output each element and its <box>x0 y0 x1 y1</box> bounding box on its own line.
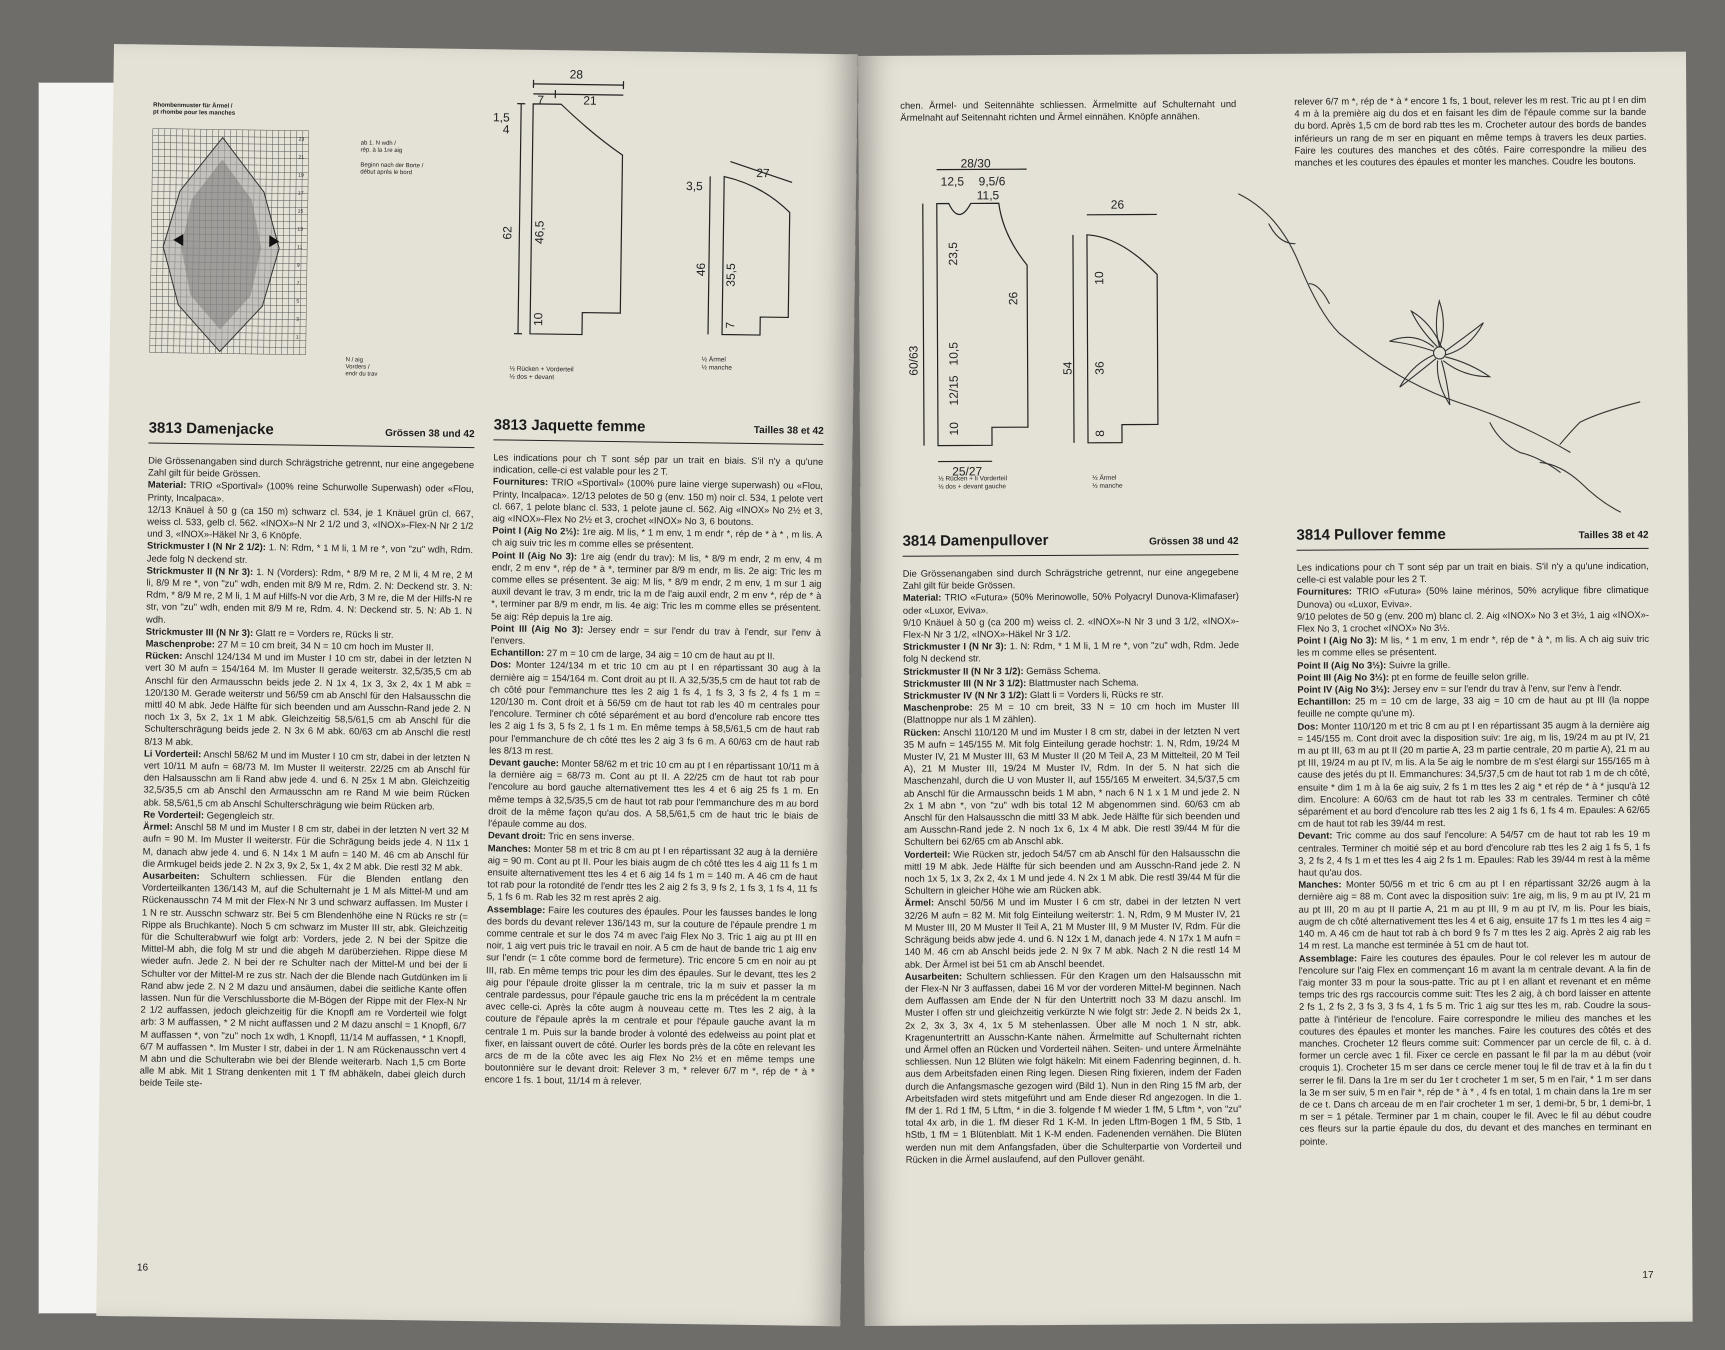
chart-note-bottom-1: N / aig <box>345 357 363 364</box>
flower-head <box>1389 301 1490 406</box>
intro-text-fr: relever 6/7 m *, rép de * à * encore 1 fs, 1 bout, relever les m rest. Tric au pt I en dim 4 m à la première aig du dos et en faisant les dim de l'épaule comme sur la bande du bord. Après 1,5 cm de bord rab ttes les m. Crocheter autour des bords de bandes inférieurs un rang de m ser en piquant en même temps à travers les deux parties. Faire les coutures des manches et des côtés. Faire correspondre la milieu des manches et les coutures des épaules et monter les manches. Coudre les boutons. <box>1294 93 1647 168</box>
body-dimension-label: 60/63 <box>906 345 921 376</box>
instructions-fr-3814 <box>1297 560 1653 1262</box>
sleeve-dimension-label: 35,5 <box>723 263 738 287</box>
body-dimension-label: 12,5 <box>940 174 965 189</box>
instruction-paragraph: Maschenprobe: 27 M = 10 cm breit, 34 N = 10 cm hoch im Muster II. <box>145 637 434 653</box>
sleeve-caption-fr: ½ manche <box>701 363 732 372</box>
instruction-paragraph: 12/13 Knäuel à 50 g (ca 150 m) schwarz cl. 534, je 1 Knäuel grün cl. 667, weiss cl. 533, gelb cl. 562. «INOX»-N Nr 2 1/2 und 3, «INOX»-Flex-N Nr 2 1/2 und 3, «INOX»-Häkel Nr 3, 6 Knöpfe. <box>147 503 474 541</box>
sleeve-dimension-label: 54 <box>1060 361 1075 375</box>
pattern-title-fr: 3813 Jaquette femme <box>493 416 646 436</box>
instruction-paragraph: Die Grössenangaben sind durch Schrägstriche getrennt, nur eine angegebene Zahl gilt für beide Grössen. <box>902 566 1239 591</box>
chart-title-fr: pt rhombe pour les manches <box>153 109 236 117</box>
pullover-body-caption <box>938 475 1007 490</box>
chart-note-mid-fr: début après le bord <box>360 169 412 177</box>
instruction-paragraph: Strickmuster I (N Nr 3): 1. N: Rdm, * 1 M li, 1 M re *, von "zu" wdh, Rdm. Jede folg N deckend str. <box>903 639 1240 665</box>
sleeve-caption-de: ½ Ärmel <box>701 356 726 364</box>
schematic-diagrams <box>469 63 844 408</box>
chart-title <box>153 103 235 118</box>
sleeve-dimension-label: 10 <box>1092 271 1107 285</box>
back-front-outline <box>530 104 623 335</box>
chart-note-bottom <box>345 357 377 378</box>
back-dimension-label: 7 <box>537 92 545 108</box>
header-3814-de <box>902 524 1238 557</box>
back-dimension-label: 46,5 <box>532 220 547 245</box>
sleeve-dimension-label: 8 <box>1092 430 1107 437</box>
instruction-paragraph: Maschenprobe: 25 M = 10 cm breit, 33 N = 10 cm hoch im Muster III (Blattnoppe nur als 1 M zählen). <box>903 700 1240 726</box>
chart-row-number: 5 <box>296 298 300 305</box>
instruction-paragraph: Strickmuster III (N Nr 3): Glatt re = Vorders re, Rücks li str. <box>145 625 394 640</box>
instruction-paragraph: Manches: Monter 58 m et tric 8 cm au pt I en répartissant 32 aug à la dernière aig = 90 m. Cont au pt II. Pour les biais augm de ch côté ttes les 4 aig 11 fs 1 m ensuite alternativement ttes les 4 et 6 aig 14 fs 1 m = 140 m. A 46 cm de haut tot rab pour la rotondité de l'endr ttes les 2 aig 2 fs 3, 9 fs 2, 1 fs 3, 1 fs 4, 11 fs 5, 1 fs 6 m. Rab les 32 m rest après 2 aig. <box>487 841 818 905</box>
instruction-paragraph: Point I (Aig No 3): M lis, * 1 m env, 1 m endr *, rép de * à *, m lis. A ch aig suiv tric les m comme elles se présentent. <box>1297 633 1650 659</box>
right-page <box>858 52 1693 1326</box>
page-number-left: 16 <box>136 1262 149 1274</box>
instruction-paragraph: Rücken: Anschl 110/120 M und im Muster I 8 cm str, dabei in der letzten N vert 35 M aufn = 145/155 M. Mit folg Einteilung gerade hochstr: 1. N, Rdm, 19/24 M Muster IV, 21 M Muster III, 63 M Muster II (20 M Teil A, 23 M Mittelteil, 20 M Teil A), 21 M Muster III, 19/24 M Muster IV, Rdm. In der 5. N hat sich die Maschenzahl, durch die U von Muster II, auf 155/165 M erweitert. 34,5/37,5 cm ab Anschl für die Armausschn beids 1 M abn, * nach 6 N 1 x 1 M und jede 2. N 2x 1 M abn *, von "zu" wdh bis total 12 M abgenommen sind. 60/63 cm ab Anschl für den Halsausschn die mittl 33 M abk. Jede Hälfte für sich beenden und am Ausschn-Rand jede 2. N noch 1x 6, 1x 4 M abk. Die restl 39/44 M für die Schultern bei 62/65 cm ab Anschl abk. <box>903 724 1241 848</box>
body-dimension-label: 26 <box>1006 291 1021 306</box>
pullover-body-caption-de: ½ Rücken + li Vorderteil <box>938 475 1008 483</box>
body-dimension-label: 28/30 <box>960 156 991 171</box>
chart-note-mid-de: Beginn nach der Borte / <box>360 162 424 170</box>
back-dimension-label: 28 <box>569 67 584 82</box>
header-3813-de <box>148 413 474 449</box>
instruction-paragraph: Strickmuster I (N Nr 2 1/2): 1. N: Rdm, * 1 M li, 1 M re *, von "zu" wdh, Rdm. Jede folg N deckend str. <box>146 539 474 565</box>
chart-row-number: 15 <box>297 208 304 215</box>
header-3813-fr <box>494 409 824 445</box>
pullover-sleeve-caption <box>1092 475 1122 490</box>
instruction-paragraph: Strickmuster II (N Nr 3): 1. N (Vorders): Rdm, * 8/9 M re, 2 M li, 4 M re, 2 M li, 8/9 M re *, von "zu" wdh, enden mit 8/9 M re, Rdm. 2. N: Deckend str. 3. N: Rdm, * 8/9 M re, 2 M li, 1 M auf Hilfs-N vor die Arb, 3 M re, die M der Hilfs-N re str, von "zu" wdh, enden mit 8/9 M re, Rdm. 4. N: Deckend str. 5. N: Ab 1. N wdh. <box>145 564 473 625</box>
chart-row-number: 7 <box>296 280 300 287</box>
back-dimension-label: 1,5 <box>492 110 510 125</box>
chart-row-number: 1 <box>295 334 299 341</box>
instruction-paragraph: Ärmel: Anschl 50/56 M und im Muster I 6 cm str, dabei in der letzten N vert 32/26 M aufn = 82 M. Mit folg Einteilung weiterstr: 1. N, Rdm, 9 M Muster IV, 21 M Muster III, 20 M Muster II Teil A, 21 M Muster III, 9 M Muster IV, Rdm. Für die Schrägung beids abw jede 4. und 6. N 12x 1 M, danach jede 4. N 17x 1 M aufn = 140 M. 46 cm ab Anschl beids jede 2. N 9x 7 M abk. Nach 2 N die restl 14 M abk. Der Ärmel ist bei 51 cm ab Anschl beendet. <box>904 895 1241 970</box>
instruction-paragraph: Rücken: Anschl 124/134 M und im Muster I 10 cm str, dabei in der letzten N vert 30 M aufn = 154/164 M. Im Muster II gerade weiterstr. 32,5/35,5 cm ab Anschl für den Armausschn beids jede 2. N 1x 4, 1x 3, 3x 2, 4x 1 M abk = 120/130 M. Gerade weiterstr und 56/59 cm ab Anschl für den Halsausschn die mittl 40 M abk. Jede Hälfte für sich beenden und am Ausschn-Rand jede 2. N noch 1x 3, 5x 2, 1x 1 M abk. Gleichzeitig 58,5/61,5 cm ab Anschl für die Schulterschrägung beids jede 2. N 3x 6 M abk. 60/63 cm ab Anschl die restl 8/13 M abk. <box>144 649 472 747</box>
chart-row-number: 11 <box>297 244 303 251</box>
instruction-paragraph: Ausarbeiten: Schultern schliessen. Für die Blenden entlang den Vorderteilkanten 136/143 M, auf die Schulternaht je 1 M als Mittel-M und am Rückenausschn 74 M mit der Flex-N Nr 3 und schwarz auffassen. Im Muster I 1 N re str. Ausschn schwarz str. Bei 5 cm Blendenhöhe eine N Rücks re str (= Rippe als Bruchkante). Noch 5 cm schwarz im Muster III str, abk. Gleichzeitig für die Schulterabwurf wie folgt arb: Vorders, jede 2. N bei der Spitze die Mittel-M abh, die folg M str und die abgeh M darüberziehen. Rippe diese M wieder aufn. Jede 2. N bei der re Schulter nach der Mittel-M und bei der li Schulter vor der Mittel-M re zus str. Nach der die Blende nach Gutdünken im li Rand abw jede 2. N 2 M dazu und ansäumen, dabei die seitliche Kante offen lassen. Nun für die Verschlussborte die M-Bögen der Rippe mit der Flex-N Nr 2 1/2 auffassen, jedoch gleichzeitig für die Knopfl am re Vorderteil wie folgt arb: 3 M auffassen, * 2 M nicht auffassen und 2 M dazu anschl = 1 Knopfl, 6/7 M auffassen *, von "zu" noch 1x wdh, 1 Knopfl, 11/14 M auffassen, * 1 Knopfl, 6/7 M auffassen *. Im Muster I str, dabei in der 1. N am Rückenausschn vert 4 M abn und die Schulterabn wie bei der Blende weiterarb. Nach 1,5 cm Borte alle M abk. Mit 1 Strang denkenten mit 1 T fM abhäkeln, dabei gleich durch beide Teile ste- <box>139 869 469 1089</box>
back-caption-fr: ½ dos + devant <box>509 373 555 381</box>
pullover-body-outline <box>937 203 1028 445</box>
pullover-body-caption-fr: ½ dos + devant gauche <box>938 482 1007 491</box>
instruction-paragraph: Point II (Aig No 3): 1re aig (endr du trav): M lis, * 8/9 m endr, 2 m env, 4 m endr, 2 m env *, rép de * à *, terminer par 8/9 m endr, m lis. 2e aig: Tric les m comme elles se présentent. 3e aig: M lis, * 8/9 m endr, 2 m env, 1 m sur 1 aig auxil devant le trav, 3 m endr, tric la m de l'aig auxil endr, 2 m env *, rép de * à *, terminer par 8/9 m endr, m lis. 4e aig: Tric les m comme elles se présentent. 5e aig: Rép depuis la 1re aig. <box>490 548 822 623</box>
pattern-title-de: 3813 Damenjacke <box>148 419 274 439</box>
instruction-paragraph: Echantillon: 27 m = 10 cm de large, 34 aig = 10 cm de haut au pt II. <box>490 646 776 662</box>
chart-note-top <box>360 140 402 155</box>
instruction-paragraph: Assemblage: Faire les coutures des épaules. Pour les fausses bandes le long des bords du devant relever 136/143 m, sur la couture de l'épaule prendre 1 m comme centrale et sur le dos 74 m avec l'aig Flex No 3. Tric 1 aig au pt III en noir, 1 aig vert puis tric le travail en noir. A 5 cm de haut de bande tric 1 aig env sur l'endr (= 1 côte comme bord de fermeture). Tric encore 5 cm en noir au pt III, rab. En même temps tric pour les dim des épaules. Sur le devant, ttes les 2 aig pour l'épaule droite glisser la m centrale, tric la m suiv et passer la m centrale pardessus, pour l'épaule gauche tric ens la m précédent la m centrale avec celle-ci. Après la côte augm à nouveau cette m. Ttes les 2 aig, à la couture de l'épaule après la m centrale et pour l'épaule gauche avant la m centrale 1 m. Puis sur la bande broder à volonté des edelweiss au point plat et fixer, en laissant ouvert de côté. Ourler les bords près de la côte en relevant les arcs de m de la côte avec les aig Flex No 2½ et en même temps une boutonnière sur le devant droit: Relever 3 m, * relever 6/7 m *, rép de * à * encore 1 fs. 1 bout, 11/14 m à relever. <box>484 902 818 1087</box>
sleeve-dimension-label: 27 <box>756 165 770 181</box>
body-dimension-label: 23,5 <box>945 242 961 266</box>
pullover-sleeve-caption-de: ½ Ärmel <box>1092 474 1117 482</box>
chart-row-number: 13 <box>297 226 304 233</box>
sleeve-dimension-label: 26 <box>1110 197 1125 212</box>
instruction-paragraph: Point III (Aig No 3): Jersey endr = sur l'endr du trav à l'endr, sur l'env à l'envers. <box>490 622 821 646</box>
stem-line <box>1239 192 1570 454</box>
instruction-paragraph: Les indications pour ch T sont sép par un trait en biais. S'il n'y a qu'une indication, celle-ci est valable pour les 2 T. <box>493 451 824 477</box>
pattern-title-3814-fr: 3814 Pullover femme <box>1296 525 1446 544</box>
chart-row-number: 17 <box>297 190 304 197</box>
instruction-paragraph: 9/10 pelotes de 50 g (env. 200 m) blanc cl. 2. Aig «INOX» No 3 et 3½, 1 aig «INOX»-Flex No 3, 1 crochet «INOX» No 3½. <box>1296 608 1649 634</box>
chart-row-number: 19 <box>298 172 304 179</box>
instruction-paragraph: Ausarbeiten: Schultern schliessen. Für den Kragen um den Halsausschn mit der Flex-N Nr 3 auffassen, dabei 16 M vor der vorderen Mittel-M beginnen. Nach dem Auffassen am Ende der N für den Untertritt noch 33 M dazu anschl. Im Muster I offen str und gleichzeitig verkürzte N wie folgt str: Jede 2. N beids 2x 1, 2x 2, 3x 3, 3x 4, 1x 5 M stehenlassen. Über alle M noch 1 N str, abk. Kragenuntertritt an Ausschn-Kante nähen. Ärmelmitte auf Schulternaht richten und Ärmel offen an Rücken und Vorderteil nähen. Seiten- und untere Ärmelnähte schliessen. Nun 12 Blüten wie folgt häkeln: Mit einem Fadenring beginnen, d. h. aus dem Arbeitsfaden einen Ring legen. Diesen Ring fixieren, indem der Faden durch die Anfangsmasche gezogen wird (Bild 1). Nun in den Ring 15 fM arb, der Arbeitsfaden wird stets mitgeführt und am Ende dieser Rd angezogen. In die 1. fM der 1. Rd 1 fM, 5 Lftm, * in die 3. folgende f M wieder 1 fM, 5 Lftm *, von "zu" total 4x arb, in die 1. fM dieser Rd 1 K-M. In jeden Lftm-Bogen 1 fM, 5 Stb, 1 hStb, 1 fM = 1 Blütenblatt. Mit 1 K-M enden. Fadenenden vernähen. Die Blüten werden nun mit dem Anfangsfaden, über die Schulterpartie von Vorderteil und Rücken in die Ärmel auslaufend, auf den Pullover genäht. <box>904 968 1242 1165</box>
instruction-paragraph: Ärmel: Anschl 58 M und im Muster I 8 cm str, dabei in der letzten N vert 32 M aufn = 90 M. Im Muster II weiterstr. Für die Schrägung beids jede 4. N 11x 1 M, danach abw jede 4. und 6. N 14x 1 M aufn = 140 M. 46 cm ab Anschl für die Armkugel beids jede 2. N 2x 3, 9x 2, 5x 1, 4x 2 M abk. Die restl 32 M abk. <box>142 820 470 873</box>
instruction-paragraph: Devant droit: Tric en sens inverse. <box>487 829 635 843</box>
pullover-sleeve-caption-fr: ½ manche <box>1092 482 1123 490</box>
body-dimension-label: 12/15 <box>946 375 961 406</box>
sleeve-dimension-label: 3,5 <box>685 179 703 194</box>
instruction-paragraph: Strickmuster IV (N Nr 3 1/2): Glatt li = Vorders li, Rücks re str. <box>903 688 1164 701</box>
chart-note-mid <box>360 162 423 177</box>
body-dimension-label: 10 <box>946 422 961 436</box>
back-dimension-label: 62 <box>500 226 515 240</box>
instruction-paragraph: Dos: Monter 110/120 m et tric 8 cm au pt I en répartissant 35 augm à la dernière aig = 145/155 m. Cont droit avec la disposition suiv: 1re aig, m lis, 19/24 m au pt IV, 21 m au pt III, 63 m au pt II (20 m partie A, 23 m partie centrale, 20 m partie A), 21 m au pt III, 19/24 m au pt IV, m lis. A la 5e aig le nombre de m s'est élargi sur 155/165 m à cause des jetés du pt II. Emmanchures: 34,5/37,5 cm de haut tot rab 1 m de ch côté, ensuite * dim 1 m à la 6e aig suiv, 2 fs 1 m ttes les 2 aig * et rép de * à * jusqu'à 12 dim. Encolure: A 60/63 cm de haut tot rab les 33 m centrales. Terminer ch côté séparément et au bord d'encolure rab ttes les 2 aig 1 fs 6, 1 fs 4 m. Epaules: A 62/65 cm de haut tot rab les 39/44 m rest. <box>1297 718 1650 829</box>
instruction-paragraph: Point I (Aig No 2½): 1re aig. M lis, * 1 m env, 1 m endr *, rép de * à * , m lis. A ch aig suiv tric les m comme elles se présentent. <box>492 524 823 551</box>
instruction-paragraph: Strickmuster II (N Nr 3 1/2): Gemäss Schema. <box>903 664 1101 677</box>
pattern-sizes-3814-fr: Tailles 38 et 42 <box>1578 529 1649 542</box>
intro-text-de: chen. Ärmel- und Seitennähte schliessen. Ärmelmitte auf Schulternaht und Ärmelnaht auf Seitennaht richten und Ärmel einnähen. Knöpfe annähen. <box>900 98 1237 123</box>
pattern-title-3814-de: 3814 Damenpullover <box>902 532 1049 550</box>
chart-note-top-fr: rép. à la 1re aig <box>360 147 403 155</box>
chart-row-number: 21 <box>298 154 305 161</box>
instruction-paragraph: Fournitures: TRIO «Futura» (50% laine mérinos, 50% acrylique fibre climatique Dunova) ou «Luxor, Eviva». <box>1296 584 1649 610</box>
instruction-paragraph: Point II (Aig No 3½): Suivre la grille. <box>1297 658 1451 671</box>
back-dimension-label: 10 <box>531 312 546 327</box>
sleeve-dimension-label: 7 <box>723 321 738 329</box>
instruction-paragraph: Devant: Tric comme au dos sauf l'encolure: A 54/57 cm de haut tot rab les 19 m centrales. Terminer ch moitié sép et au bord d'encolure rab ttes les 2 aig 1 fs 5, 1 fs 3, 2 fs 2, 4 fs 1 m et ttes les 4 aig 2 fs 1 m. Epaules: Rab les 39/44 m rest à la même haut qu'au dos. <box>1298 828 1651 878</box>
instructions-de-3814 <box>903 566 1243 1298</box>
sleeve-outline <box>722 177 790 336</box>
chart-note-bottom-2: Vorders / <box>345 364 370 371</box>
instruction-paragraph: Material: TRIO «Sportival» (100% reine Schurwolle Superwash) oder «Flou, Printy, Incalpaca». <box>147 478 474 504</box>
rhombus-knitting-chart <box>150 129 353 362</box>
instruction-paragraph: Material: TRIO «Futura» (50% Merinowolle, 50% Polyacryl Dunova-Klimafaser) oder «Luxor, Eviva». <box>902 590 1239 616</box>
sleeve-dimension-label: 36 <box>1092 361 1107 375</box>
left-page <box>96 44 858 1326</box>
pattern-sizes-de: Grössen 38 und 42 <box>385 427 475 441</box>
chart-note-top-de: ab 1. N wdh / <box>360 140 397 147</box>
back-dimension-label: 4 <box>502 122 510 137</box>
pattern-sizes-fr: Tailles 38 et 42 <box>753 424 824 437</box>
instruction-paragraph: Dos: Monter 124/134 m et tric 10 cm au pt I en répartissant 30 aug à la dernière aig = 154/164 m. Cont droit au pt II. A 32,5/35,5 cm de haut tot rab de ch côté pour l'emmanchure ttes les 2 aig 1 fs 4, 1 fs 3, 3 fs 2, 4 fs 1 m = 120/130 m. Cont droit et à 56/59 cm de haut tot rab les 40 m centrales pour l'encolure. Terminer ch côté séparément et au bord d'encolure rab encore ttes les 2 aig 1 fs 3, 5 fs 2, 1 fs 1 m. En même temps à 58,5/61,5 cm de haut rab pour l'emmanchure de ch côté ttes les 2 aig 3 fs 6 m. A 60/63 cm de haut rab les 8/13 m rest. <box>489 658 821 757</box>
instruction-paragraph: Assemblage: Faire les coutures des épaules. Pour le col relever les m autour de l'encolure sur l'aig Flex en commençant 16 m avant la m centrale devant. A la fin de l'aig monter 33 m pour la sous-patte. Tric au pt I en allant et revenant et en même temps tric des rgs raccourcis comme suit: Ttes les 2 aig, à ch bord laisser en attente 2 fs 1, 2 fs 2, 3 fs 3, 3 fs 4, 1 fs 5 m. Tric 1 aig sur ttes les m, rab. Coudre la sous-patte à l'intérieur de l'encolure. Faire correspondre le milieu des manches et les coutures des épaules et monter les manches. Faire les coutures des côtés et des manches. Crocheter 12 fleurs comme suit: Commencer par un cercle de fil, c. à d. former un cercle avec 1 fil. Fixer ce cercle en passant le fil par la m au début (voir croquis 1). Crocheter 15 m ser dans ce cercle mener touj le fil de trav et à la fin du t serrer le fil. Dans la 1re m ser du 1er t crocheter 1 m ser, 5 m en l'air, * 1 m ser dans la 3e m ser suiv, 5 m en l'air *, rép de * à * , 4 fs en total, 1 m chain dans la 1re m ser de ce t. Dans ch arceau de m en l'air crocheter 1 m ser, 1 demi-br, 5 br, 1 demi-br, 1 m ser = 1 pétale. Terminer par 1 m chain, couper le fil. Avec le fil au début coudre ces fleurs sur la partie épaule du dos, du devant et des manches en terminant en pointe. <box>1298 950 1652 1147</box>
body-dimension-label: 11,5 <box>976 188 1000 203</box>
pattern-sizes-3814-de: Grössen 38 und 42 <box>1149 536 1239 548</box>
instruction-paragraph: Devant gauche: Monter 58/62 m et tric 10 cm au pt I en répartissant 10/11 m à la dernière aig = 68/73 m. Cont au pt II. A 22/25 cm de haut tot rab pour l'encolure au bord gauche alternativement ttes les 4 et 6 aig 25 fs 1 m. En même temps à 32,5/35,5 cm de haut tot rab pour l'emmanchure des m au bord droit de la même façon qu'au dos. A 58,5/61,5 cm de haut tric le biais de l'épaule comme au dos. <box>488 756 820 830</box>
chart-row-number: 3 <box>296 316 299 323</box>
instructions-de-3813 <box>137 455 474 1259</box>
instruction-paragraph: Manches: Monter 50/56 m et tric 6 cm au pt I en répartissant 32/26 augm à la dernière aig = 88 m. Cont avec la disposition suiv: 1re aig, m lis, 9 m au pt IV, 21 m au pt III, 20 m au pt II partie A, 21 m au pt III, 9 m au pt IV, m lis. Pour les biais, augm de ch côté alternativement ttes les 4 et 6 aig, ensuite 17 fs 1 m ttes les 4 aig = 140 m. A 46 cm de haut tot rab à ch bord 9 fs 7 m ttes les 2 aig. Après 2 aig rab les 14 m rest. La manche est terminée à 51 cm de haut tot. <box>1298 877 1651 952</box>
instructions-fr-3813 <box>481 451 823 1316</box>
back-caption <box>509 366 573 382</box>
header-3814-fr <box>1296 518 1648 551</box>
instruction-paragraph: Echantillon: 25 m = 10 cm de large, 33 aig = 10 cm de haut au pt III (la noppe feuille ne compte qu'une m). <box>1297 694 1650 720</box>
chart-row-number: 23 <box>298 136 305 143</box>
instruction-paragraph: Die Grössenangaben sind durch Schrägstriche getrennt, nur eine angegebene Zahl gilt für beide Grössen. <box>147 454 475 480</box>
instruction-paragraph: 9/10 Knäuel à 50 g (ca 200 m) weiss cl. 2. «INOX»-N Nr 3 und 3 1/2, «INOX»-Flex-N Nr 3 1/2, «INOX»-Häkel Nr 3 1/2. <box>902 614 1239 640</box>
body-dimension-label: 25/27 <box>952 464 983 479</box>
edelweiss-flower-illustration <box>1239 182 1681 524</box>
chart-title-de: Rhombenmuster für Ärmel / <box>153 102 233 110</box>
instruction-paragraph: Fournitures: TRIO «Sportival» (100% pure laine vierge superwash) ou «Flou, Printy, Incalpaca». 12/13 pelotes de 50 g (env. 150 m) noir cl. 534, 1 pelote vert cl. 667, 1 pelote blanc cl. 533, 1 pelote jaune cl. 562. Aig «INOX» No 2½ et 3, aig «INOX»-Flex No 2½ et 3, crochet «INOX» No 3, 6 boutons. <box>492 475 823 527</box>
back-caption-de: ½ Rücken + Vorderteil <box>509 365 574 374</box>
instruction-paragraph: Point IV (Aig No 3½): Jersey env = sur l'endr du trav à l'env, sur l'env à l'endr. <box>1297 682 1622 695</box>
sleeve-dimension-label: 46 <box>693 262 709 277</box>
body-dimension-label: 9,5/6 <box>978 174 1006 189</box>
body-dimension-label: 10,5 <box>946 342 961 366</box>
page-number-right: 17 <box>1642 1269 1654 1281</box>
instruction-paragraph: Les indications pour ch T sont sép par un trait en biais. S'il n'y a qu'une indication, celle-ci est valable pour les 2 T. <box>1296 559 1649 585</box>
sleeve-caption <box>701 356 732 371</box>
chart-note-bottom-3: endr du trav <box>345 371 378 378</box>
chart-row-number: 9 <box>296 262 300 269</box>
instruction-paragraph: Li Vorderteil: Anschl 58/62 M und im Muster I 10 cm str, dabei in der letzten N vert 10/11 M aufn = 68/73 M. Im Muster II weiterstr. 22/25 cm ab Anschl für den Halsausschn am li Rand abw jede 4. und 6. N 25x 1 M abn. Gleichzeitig 32,5/35,5 cm ab Anschl den Armausschn am re Rand M wie beim Rücken abk. 58,5/61,5 cm ab Anschl Schulterschrägung wie beim Rücken arb. <box>143 747 471 812</box>
instruction-paragraph: Strickmuster III (N Nr 3 1/2): Blattmuster nach Schema. <box>903 676 1139 689</box>
instruction-paragraph: Point III (Aig No 3½): pt en forme de feuille selon grille. <box>1297 670 1530 683</box>
instruction-paragraph: Re Vorderteil: Gegengleich str. <box>143 808 275 822</box>
back-dimension-label: 21 <box>583 93 597 108</box>
instruction-paragraph: Vorderteil: Wie Rücken str, jedoch 54/57 cm ab Anschl für den Halsausschn die mittl 19 M abk. Jede Hälfte für sich beenden und am Ausschn-Rand jede 2. N noch 1x 5, 1x 3, 2x 2, 4x 1 M und jede 4. N 2x 1 M abk. Die restl 39/44 M für die Schultern in gleicher Höhe wie am Rücken abk. <box>904 846 1241 897</box>
pullover-sleeve-outline <box>1087 234 1158 442</box>
